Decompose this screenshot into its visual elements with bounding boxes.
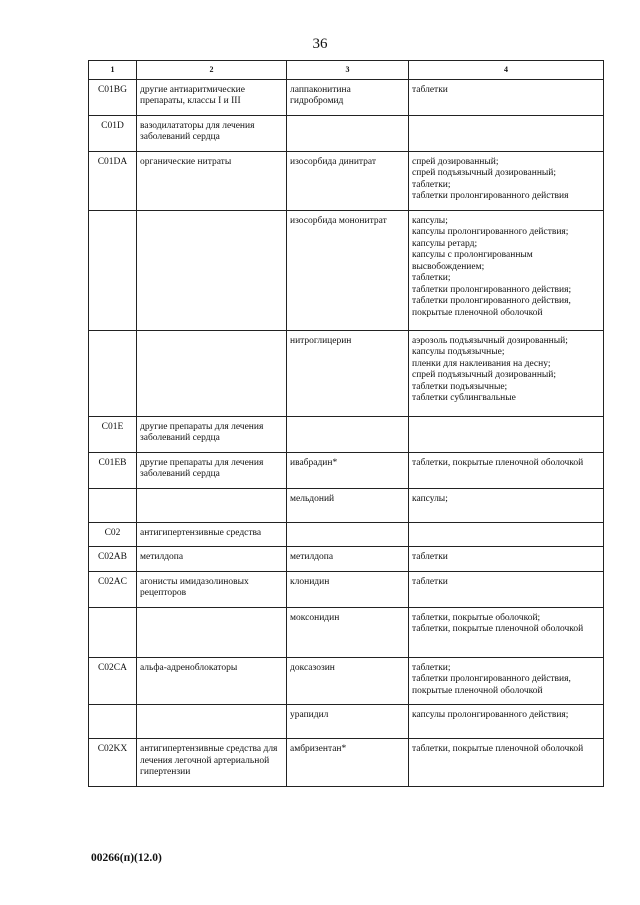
dosage-forms-cell xyxy=(409,705,604,739)
table-row xyxy=(89,739,604,787)
dosage-forms-cell xyxy=(409,739,604,787)
table-row xyxy=(89,488,604,522)
atc-group-cell: вазодилататоры для лечения заболеваний сердца xyxy=(137,115,287,151)
drug-name-cell: нитроглицерин xyxy=(287,330,409,416)
dosage-form: таблетки, покрытые пленочной оболочкой xyxy=(412,457,584,468)
dosage-form: таблетки пролонгированного действия xyxy=(412,191,569,201)
dosage-forms-cell xyxy=(409,330,604,416)
atc-code-cell: C01E xyxy=(89,416,137,452)
dosage-form: капсулы подъязычные; xyxy=(412,347,505,357)
dosage-form: таблетки xyxy=(412,552,448,562)
atc-group-cell: другие препараты для лечения заболеваний сердца xyxy=(137,416,287,452)
table-row xyxy=(89,115,604,151)
dosage-form: капсулы; xyxy=(412,215,448,226)
atc-code-cell: C02 xyxy=(89,522,137,547)
drug-name-cell xyxy=(287,522,409,547)
dosage-forms-cell xyxy=(409,210,604,330)
atc-code-cell: C02AB xyxy=(89,547,137,572)
dosage-form: таблетки подъязычные; xyxy=(412,381,508,392)
atc-code-cell xyxy=(89,705,137,739)
dosage-form: таблетки; xyxy=(412,662,451,673)
atc-group-cell: антигипертензивные средства xyxy=(137,522,287,547)
dosage-form: таблетки xyxy=(412,576,448,587)
atc-code-cell: C01BG xyxy=(89,79,137,115)
drug-name-cell: клонидин xyxy=(287,571,409,607)
atc-group-cell: антигипертензивные средства для лечения легочной артериальной гипертензии xyxy=(137,739,287,787)
table-row xyxy=(89,522,604,547)
dosage-form: таблетки, покрытые пленочной оболочкой xyxy=(412,744,584,754)
dosage-form: таблетки; xyxy=(412,273,451,283)
dosage-form: таблетки; xyxy=(412,179,451,190)
table-body xyxy=(89,79,604,787)
atc-code-cell xyxy=(89,210,137,330)
atc-code-cell: C02KX xyxy=(89,739,137,787)
dosage-form: спрей подъязычный дозированный; xyxy=(412,168,557,178)
dosage-form: капсулы с пролонгированным высвобождением; xyxy=(412,250,533,272)
atc-group-cell xyxy=(137,210,287,330)
dosage-forms-cell xyxy=(409,452,604,488)
atc-group-cell xyxy=(137,705,287,739)
document-code: 00266(п)(12.0) xyxy=(91,852,162,864)
table-row xyxy=(89,330,604,416)
atc-code-cell xyxy=(89,330,137,416)
atc-group-cell: другие антиаритмические препараты, классы I и III xyxy=(137,79,287,115)
dosage-form: капсулы пролонгированного действия; xyxy=(412,227,569,237)
column-header: 4 xyxy=(409,61,604,80)
atc-group-cell: органические нитраты xyxy=(137,151,287,210)
drug-name-cell: доксазозин xyxy=(287,657,409,705)
atc-group-cell xyxy=(137,330,287,416)
dosage-form: спрей дозированный; xyxy=(412,156,499,167)
table-row xyxy=(89,151,604,210)
dosage-form: таблетки пролонгированного действия; xyxy=(412,284,572,295)
drug-name-cell xyxy=(287,416,409,452)
atc-code-cell: C01DA xyxy=(89,151,137,210)
atc-code-cell: C02CA xyxy=(89,657,137,705)
drug-table xyxy=(88,60,604,787)
drug-name-cell: изосорбида динитрат xyxy=(287,151,409,210)
dosage-form: капсулы пролонгированного действия; xyxy=(412,710,569,720)
drug-name-cell: моксонидин xyxy=(287,607,409,657)
drug-name-cell: изосорбида мононитрат xyxy=(287,210,409,330)
dosage-forms-cell xyxy=(409,547,604,572)
atc-code-cell xyxy=(89,488,137,522)
dosage-forms-cell xyxy=(409,488,604,522)
dosage-forms-cell xyxy=(409,571,604,607)
dosage-forms-cell xyxy=(409,657,604,705)
drug-name-cell xyxy=(287,115,409,151)
atc-group-cell: метилдопа xyxy=(137,547,287,572)
dosage-form: таблетки xyxy=(412,84,448,95)
atc-group-cell xyxy=(137,607,287,657)
dosage-form: таблетки пролонгированного действия, покрытые пленочной оболочкой xyxy=(412,674,571,696)
drug-name-cell: амбризентан* xyxy=(287,739,409,787)
drug-name-cell: мельдоний xyxy=(287,488,409,522)
table-row xyxy=(89,210,604,330)
table-row xyxy=(89,547,604,572)
table-row xyxy=(89,705,604,739)
dosage-forms-cell xyxy=(409,416,604,452)
drug-name-cell: метилдопа xyxy=(287,547,409,572)
drug-name-cell: лаппаконитина гидробромид xyxy=(287,79,409,115)
dosage-forms-cell xyxy=(409,607,604,657)
dosage-forms-cell xyxy=(409,79,604,115)
column-header: 3 xyxy=(287,61,409,80)
dosage-form: таблетки сублингвальные xyxy=(412,393,516,403)
dosage-forms-cell xyxy=(409,115,604,151)
page-number: 36 xyxy=(312,36,328,52)
table-row xyxy=(89,79,604,115)
atc-group-cell: агонисты имидазолиновых рецепторов xyxy=(137,571,287,607)
dosage-form: таблетки, покрытые оболочкой; xyxy=(412,612,541,623)
atc-group-cell: другие препараты для лечения заболеваний сердца xyxy=(137,452,287,488)
dosage-form: капсулы ретард; xyxy=(412,238,478,249)
atc-code-cell: C01EB xyxy=(89,452,137,488)
table-row xyxy=(89,657,604,705)
dosage-form: пленки для наклеивания на десну; xyxy=(412,358,551,369)
drug-name-cell: ивабрадин* xyxy=(287,452,409,488)
atc-code-cell: C02AC xyxy=(89,571,137,607)
atc-code-cell: C01D xyxy=(89,115,137,151)
drug-name-cell: урапидил xyxy=(287,705,409,739)
table-row xyxy=(89,452,604,488)
table-row xyxy=(89,607,604,657)
atc-group-cell xyxy=(137,488,287,522)
dosage-forms-cell xyxy=(409,151,604,210)
dosage-form: таблетки пролонгированного действия, покрытые пленочной оболочкой xyxy=(412,296,571,318)
atc-code-cell xyxy=(89,607,137,657)
table-row xyxy=(89,416,604,452)
column-header: 1 xyxy=(89,61,137,80)
table-header-row xyxy=(89,61,604,80)
table-row xyxy=(89,571,604,607)
dosage-form: аэрозоль подъязычный дозированный; xyxy=(412,335,568,346)
dosage-form: капсулы; xyxy=(412,493,448,504)
dosage-form: спрей подъязычный дозированный; xyxy=(412,370,557,380)
dosage-form: таблетки, покрытые пленочной оболочкой xyxy=(412,624,584,634)
dosage-forms-cell xyxy=(409,522,604,547)
column-header: 2 xyxy=(137,61,287,80)
atc-group-cell: альфа-адреноблокаторы xyxy=(137,657,287,705)
